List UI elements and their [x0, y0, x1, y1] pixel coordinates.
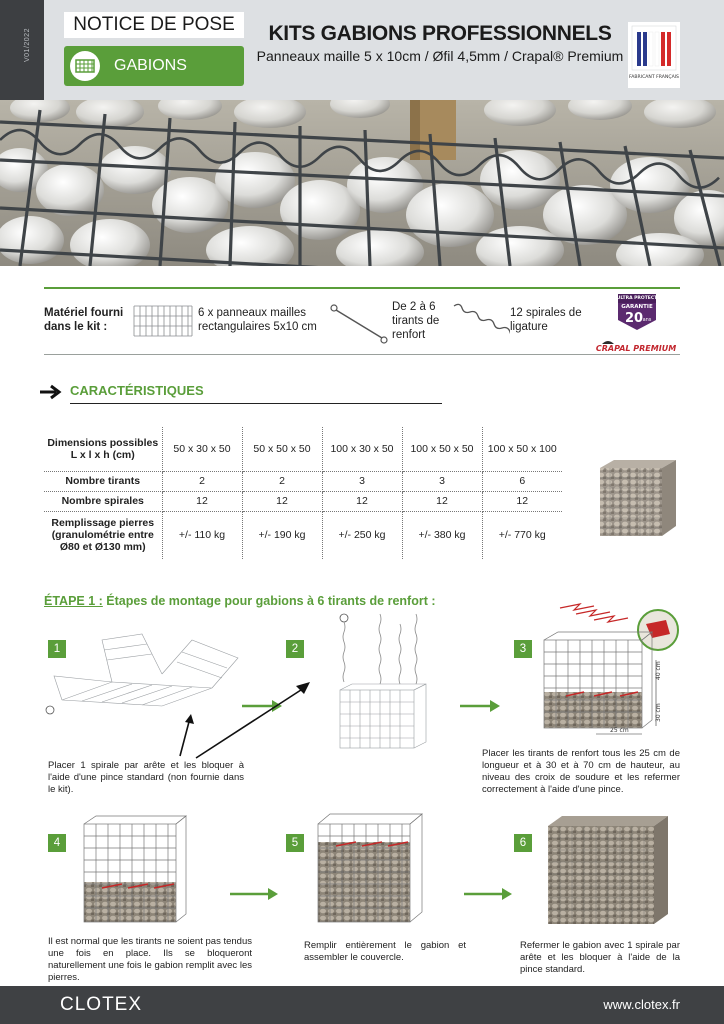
specs-table — [44, 427, 562, 559]
table-cell: 3 — [402, 471, 482, 491]
table-cell: 2 — [162, 471, 242, 491]
step-2-pointer-arrow — [192, 680, 314, 760]
table-cell: +/- 110 kg — [162, 511, 242, 559]
arrow-right-icon — [458, 698, 506, 714]
steps-title-rest: Étapes de montage pour gabions à 6 tirants de renfort : — [102, 594, 436, 608]
dim-40-label: 40 cm — [655, 661, 662, 680]
category-badge — [64, 46, 244, 86]
version-label: V01/2022 — [24, 28, 31, 62]
step-number-4: 4 — [48, 834, 66, 852]
page-subtitle: Panneaux maille 5 x 10cm / Øfil 4,5mm / Crapal® Premium — [256, 48, 624, 64]
step-3-text: Placer les tirants de renfort tous les 25 cm de longueur et à 30 et à 70 cm de hauteur, au niveau des croix de soudure et les refermer correctement à l'aide d'une pince. — [482, 748, 680, 795]
step-6-text: Refermer le gabion avec 1 spirale par arête et les bloquer à l'aide de la pince standard. — [520, 940, 680, 975]
step-2-illustration — [330, 612, 430, 754]
gabion-icon — [70, 51, 100, 81]
steps-title — [44, 594, 436, 608]
material-label: Matériel fourni dans le kit : — [44, 307, 124, 333]
spiral-icon — [452, 302, 510, 348]
panel-mesh-icon — [132, 304, 194, 338]
table-cell: 100 x 50 x 50 — [402, 427, 482, 471]
table-cell: 12 — [242, 491, 322, 511]
table-cell: 12 — [162, 491, 242, 511]
table-cell: 3 — [322, 471, 402, 491]
steps-title-prefix: ÉTAPE 1 : — [44, 594, 103, 608]
material-top-rule — [44, 287, 680, 289]
category-label: GABIONS — [114, 57, 187, 74]
clotex-logo: CLOTEX — [60, 994, 143, 1015]
side-stripe — [0, 0, 44, 100]
step-6-illustration — [544, 812, 676, 928]
guarantee-badge — [616, 290, 658, 332]
row-header: Nombre tirants — [44, 471, 162, 491]
crapal-premium-logo — [592, 338, 680, 354]
table-cell: +/- 380 kg — [402, 511, 482, 559]
table-cell: 2 — [242, 471, 322, 491]
arrow-right-icon — [228, 886, 284, 902]
table-cell: 50 x 30 x 50 — [162, 427, 242, 471]
table-cell: 100 x 50 x 100 — [482, 427, 562, 471]
guarantee-top-text: ULTRA PROTECT — [616, 296, 658, 301]
row-header: Nombre spirales — [44, 491, 162, 511]
table-cell: 12 — [322, 491, 402, 511]
table-cell: 12 — [402, 491, 482, 511]
row-header: Remplissage pierres (granulométrie entre Ø80 et Ø130 mm) — [44, 511, 162, 559]
arrow-right-icon — [38, 384, 62, 400]
step-number-3: 3 — [514, 640, 532, 658]
guarantee-years-text: 20 — [624, 311, 644, 326]
header — [0, 0, 724, 100]
material-bottom-rule — [44, 354, 680, 355]
material-item-panels: 6 x panneaux mailles rectangulaires 5x10 cm — [198, 307, 317, 333]
website-link[interactable]: www.clotex.fr — [603, 997, 680, 1012]
guarantee-unit-text: ans — [642, 317, 652, 323]
gabion-box-image — [598, 458, 678, 540]
material-item-tirants: De 2 à 6 tirants de renfort — [392, 301, 440, 341]
table-cell: 50 x 50 x 50 — [242, 427, 322, 471]
table-cell: 12 — [482, 491, 562, 511]
table-cell: +/- 770 kg — [498, 529, 546, 542]
page-title: KITS GABIONS PROFESSIONNELS — [268, 22, 612, 45]
step-3-illustration — [536, 600, 680, 742]
table-cell: +/- 250 kg — [322, 511, 402, 559]
dim-30-label: 30 cm — [655, 703, 662, 722]
footer — [0, 986, 724, 1024]
tirant-icon — [330, 304, 388, 344]
characteristics-title: CARACTÉRISTIQUES — [70, 383, 204, 398]
step-number-1: 1 — [48, 640, 66, 658]
crapal-brand-text: CRAPAL PREMIUM — [595, 344, 677, 353]
material-item-spirals: 12 spirales de ligature — [510, 307, 582, 333]
step-4-illustration — [78, 810, 192, 928]
arrow-right-icon — [462, 886, 518, 902]
characteristics-rule — [70, 403, 442, 404]
table-cell: +/- 190 kg — [242, 511, 322, 559]
table-row — [44, 491, 562, 511]
step-1-text: Placer 1 spirale par arête et les bloquer à l'aide d'une pince standard (non fournie dans le kit). — [48, 760, 244, 795]
table-row — [44, 511, 562, 559]
hero-photo — [0, 100, 724, 266]
fabricant-francais-logo — [628, 22, 680, 88]
table-row — [44, 471, 562, 491]
step-5-illustration — [312, 810, 428, 928]
fabricant-francais-text: FABRICANT FRANÇAIS — [629, 75, 679, 80]
step-number-5: 5 — [286, 834, 304, 852]
step-number-6: 6 — [514, 834, 532, 852]
table-cell: 6 — [482, 471, 562, 491]
guarantee-label-text: GARANTIE — [621, 304, 653, 310]
step-5-text: Remplir entièrement le gabion et assembler le couvercle. — [304, 940, 466, 963]
step-number-2: 2 — [286, 640, 304, 658]
row-header: Dimensions possibles L x l x h (cm) — [44, 427, 162, 471]
table-row — [44, 427, 562, 471]
step-4-text: Il est normal que les tirants ne soient pas tendus une fois en place. Ils se bloqueront naturellement une fois le gabion remplit avec les pierres. — [48, 936, 252, 983]
dim-25-label: 25 cm — [610, 727, 629, 734]
table-cell: 100 x 30 x 50 — [322, 427, 402, 471]
notice-title: NOTICE DE POSE — [64, 12, 244, 38]
